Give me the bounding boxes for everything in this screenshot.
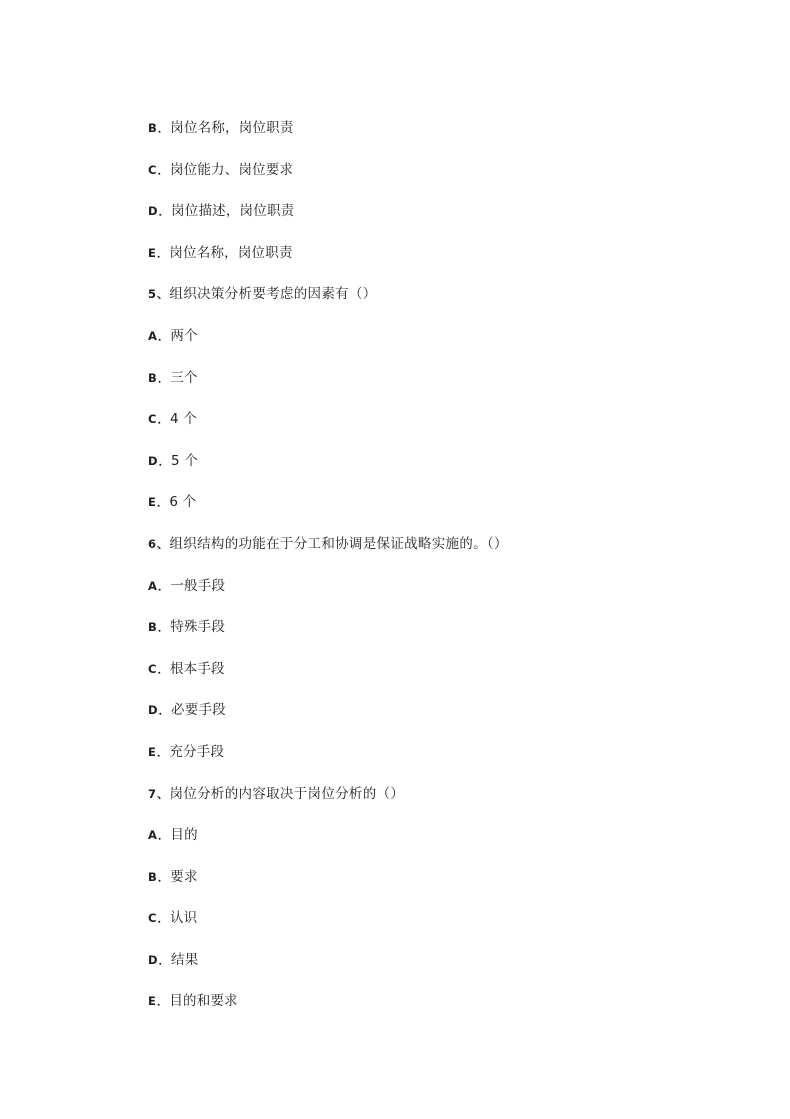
option-label: E． (148, 495, 170, 510)
option-label: B． (148, 620, 171, 635)
option-line (148, 699, 748, 741)
option-label: A． (148, 328, 171, 343)
option-text: 岗位描述，岗位职责 (171, 203, 295, 220)
option-text: 充分手段 (169, 743, 225, 760)
option-text: 目的 (170, 827, 198, 844)
option-label: B． (148, 121, 171, 135)
option-text: 根本手段 (169, 660, 225, 677)
option-line (148, 949, 748, 991)
option-label: C． (148, 162, 170, 177)
option-text: 两个 (170, 327, 198, 344)
option-label: A． (148, 578, 171, 593)
option-label: B． (148, 869, 171, 884)
option-text: 4 个 (169, 411, 197, 428)
option-label: D． (148, 204, 172, 219)
question-line (148, 283, 748, 325)
question-number: 5、 (148, 287, 170, 302)
option-text: 特殊手段 (170, 619, 226, 636)
question-text: 岗位分析的内容取决于岗位分析的（） (169, 785, 405, 802)
question-number: 6、 (148, 536, 170, 551)
option-line (148, 741, 748, 783)
option-line (148, 491, 748, 533)
option-text: 一般手段 (170, 577, 226, 594)
option-text: 三个 (170, 369, 198, 386)
option-line (148, 658, 748, 700)
option-label: C． (148, 911, 170, 926)
option-label: D． (148, 952, 172, 967)
option-text: 岗位能力、岗位要求 (169, 161, 294, 178)
option-text: 目的和要求 (169, 993, 238, 1010)
option-label: D． (148, 453, 172, 468)
option-text: 要求 (170, 868, 198, 885)
option-line (148, 200, 748, 242)
option-text: 6 个 (169, 494, 197, 511)
option-line (148, 616, 748, 658)
option-line (148, 325, 748, 367)
option-text: 岗位名称，岗位职责 (170, 120, 294, 136)
question-text: 组织决策分析要考虑的因素有（） (169, 286, 377, 303)
option-label: B． (148, 370, 171, 385)
option-line (148, 990, 748, 1032)
option-line (148, 907, 748, 949)
option-label: E． (148, 245, 170, 260)
option-text: 岗位名称，岗位职责 (169, 244, 293, 261)
option-label: D． (148, 703, 172, 718)
question-line (148, 533, 748, 575)
option-line (148, 824, 748, 866)
option-text: 认识 (169, 910, 198, 927)
option-line (148, 450, 748, 492)
option-label: E． (148, 744, 170, 759)
option-line (148, 866, 748, 908)
option-label: C． (148, 412, 170, 427)
option-line (148, 242, 748, 284)
option-line (148, 575, 748, 617)
option-text: 结果 (171, 951, 199, 968)
option-line (148, 408, 748, 450)
question-text: 组织结构的功能在于分工和协调是保证战略实施的。（） (169, 535, 508, 552)
option-label: C． (148, 661, 170, 676)
option-label: E． (148, 994, 170, 1009)
option-text: 5 个 (171, 452, 199, 469)
question-line (148, 783, 748, 825)
question-number: 7、 (148, 786, 170, 801)
option-line (148, 367, 748, 409)
question-list (148, 117, 748, 1032)
option-line (148, 159, 748, 201)
option-label: A． (148, 828, 171, 843)
option-text: 必要手段 (171, 702, 226, 719)
option-line (148, 117, 748, 159)
